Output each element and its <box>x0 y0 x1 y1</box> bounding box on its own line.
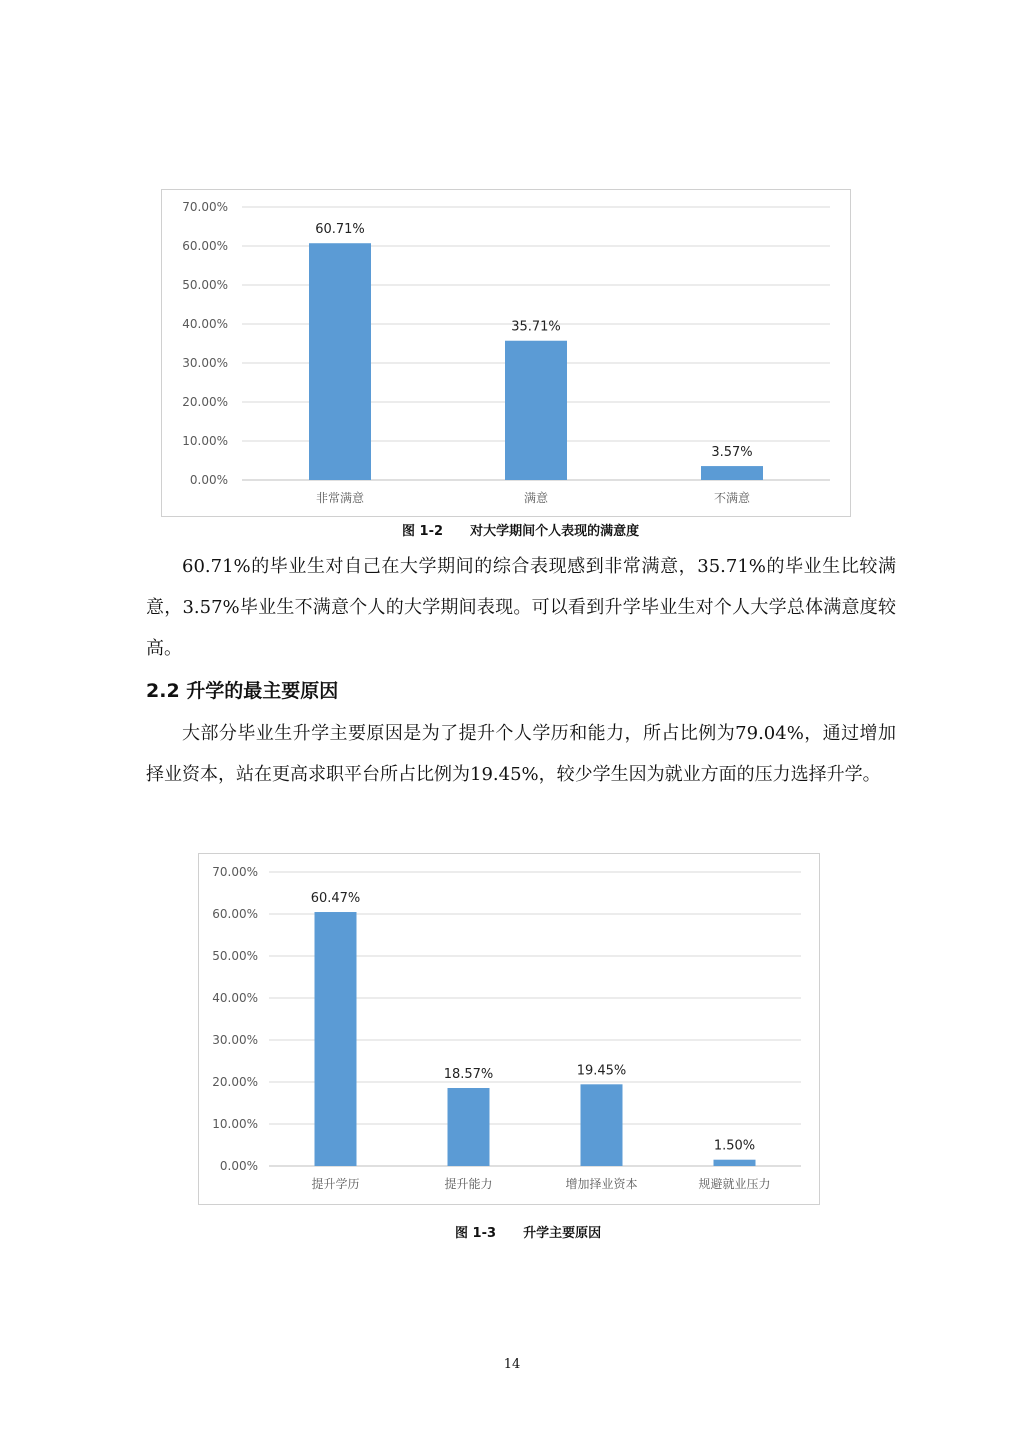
category-label: 提升学历 <box>311 1177 360 1191</box>
category-label: 增加择业资本 <box>565 1177 638 1191</box>
data-label: 19.45% <box>576 1063 627 1079</box>
y-tick-label: 50.00% <box>212 949 258 963</box>
bar <box>309 243 371 480</box>
y-tick-label: 60.00% <box>212 907 258 921</box>
category-label: 满意 <box>523 491 549 505</box>
y-tick-label: 10.00% <box>212 1117 258 1131</box>
y-tick-label: 40.00% <box>212 991 258 1005</box>
y-tick-label: 20.00% <box>182 395 228 409</box>
y-tick-label: 10.00% <box>182 434 228 448</box>
y-tick-label: 70.00% <box>212 865 258 879</box>
bar <box>581 1084 623 1166</box>
y-tick-label: 50.00% <box>182 278 228 292</box>
bar <box>714 1160 756 1166</box>
data-label: 18.57% <box>443 1067 494 1083</box>
bar <box>315 912 357 1166</box>
y-tick-label: 30.00% <box>182 356 228 370</box>
paragraph-reasons <box>146 713 896 795</box>
y-tick-label: 30.00% <box>212 1033 258 1047</box>
data-label: 3.57% <box>711 445 753 461</box>
figure-1-3-caption: 图 1-3 升学主要原因 <box>455 1226 602 1241</box>
bar <box>505 341 567 480</box>
section-heading: 2.2 升学的最主要原因 <box>146 680 339 702</box>
data-label: 60.71% <box>315 222 365 238</box>
data-label: 60.47% <box>310 891 361 907</box>
y-tick-label: 20.00% <box>212 1075 258 1089</box>
y-tick-label: 0.00% <box>219 1159 258 1173</box>
satisfaction-chart-svg <box>162 190 852 518</box>
bar <box>701 466 763 480</box>
category-label: 不满意 <box>713 491 751 505</box>
y-tick-label: 60.00% <box>182 239 228 253</box>
y-tick-label: 0.00% <box>189 473 228 487</box>
paragraph-satisfaction-text: 60.71%的毕业生对自己在大学期间的综合表现感到非常满意，35.71%的毕业生比较满意，3.57%毕业生不满意个人的大学期间表现。可以看到升学毕业生对个人大学总体满意度较高。 <box>146 556 896 659</box>
category-label: 非常满意 <box>315 491 365 505</box>
satisfaction-chart <box>161 189 851 517</box>
reasons-chart-svg <box>199 854 821 1206</box>
paragraph-satisfaction <box>146 546 896 669</box>
data-label: 35.71% <box>511 319 561 335</box>
paragraph-reasons-text: 大部分毕业生升学主要原因是为了提升个人学历和能力，所占比例为79.04%，通过增加择业资本，站在更高求职平台所占比例为19.45%，较少学生因为就业方面的压力选择升学。 <box>146 723 896 785</box>
bar <box>448 1088 490 1166</box>
page-number: 14 <box>503 1357 521 1372</box>
data-label: 1.50% <box>713 1138 756 1154</box>
reasons-chart <box>198 853 820 1205</box>
y-tick-label: 40.00% <box>182 317 228 331</box>
category-label: 规避就业压力 <box>698 1177 771 1191</box>
y-tick-label: 70.00% <box>182 200 228 214</box>
category-label: 提升能力 <box>444 1177 493 1191</box>
figure-1-2-caption: 图 1-2 对大学期间个人表现的满意度 <box>402 524 640 539</box>
